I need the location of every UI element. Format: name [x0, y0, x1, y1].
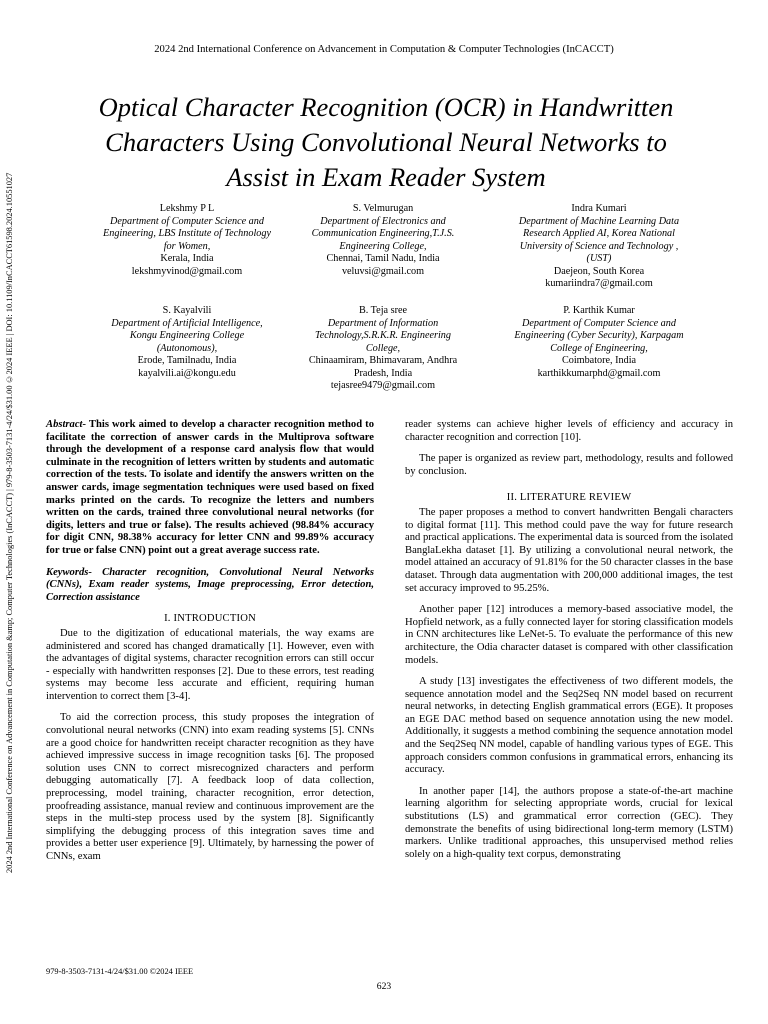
body-paragraph: reader systems can achieve higher levels of efficiency and accuracy in character recognition and correction [10].	[405, 419, 733, 443]
side-citation-strip: 2024 2nd International Conference on Advancement in Computation &amp; Computer Technologies (InCACCT) | 979-8-3503-7131-4/24/$31.00 ©2024 IEEE | DOI: 10.1109/InCACCT61598.2024.10551027	[5, 172, 14, 874]
author-email: karthikkumarphd@gmail.com	[537, 367, 661, 379]
paper-title	[30, 90, 742, 195]
keywords-text: Character recognition, Convolutional Neural Networks (CNNs), Exam reader systems, Image preprocessing, Error detection, Correction assistance	[46, 566, 374, 603]
title-line: Characters Using Convolutional Neural Networks to	[105, 127, 667, 157]
author-block	[82, 203, 292, 278]
author-affiliation: Department of Information	[327, 317, 439, 329]
author-block	[82, 305, 292, 380]
right-column	[405, 419, 733, 861]
author-affiliation: for Women,	[163, 240, 211, 252]
author-affiliation: (Autonomous),	[156, 342, 218, 354]
abstract	[46, 419, 374, 558]
body-paragraph: To aid the correction process, this study proposes the integration of convolutional neural networks (CNN) into exam reading systems [5]. CNNs are a good choice for handwritten receipt character recognition as they have achieved impressive success in image recognition tasks [6]. The proposed solution uses CNN to correct misrecognized characters and perform debugging automatically [7]. A feedback loop of data collection, preprocessing, model training, character recognition, error detection, proofreading assistance, manual review and continuous improvement are the steps in the multi-step process used by the system [8]. Significantly simplifying the debugging process of this integration saves time and provides a better user experience [9]. Ultimately, by harnessing the power of CNNs, exam	[46, 712, 374, 862]
section-heading-introduction: I. INTRODUCTION	[164, 613, 256, 625]
author-affiliation: College,	[365, 342, 401, 354]
author-affiliation: Research Applied AI, Korea National	[523, 228, 675, 239]
body-paragraph: Due to the digitization of educational materials, the way exams are administered and scored has changed dramatically [1]. However, even with the advantages of digital systems, character recognition errors can still occur - especially with handwritten responses [2]. Due to these errors, test reading systems may become less accurate and efficient, requiring human intervention to correct them [3-4].	[46, 627, 374, 702]
author-affiliation: Communication Engineering,T.J.S.	[311, 228, 455, 239]
author-location: Chinaamiram, Bhimavaram, Andhra	[308, 355, 458, 366]
body-paragraph: A study [13] investigates the effectiveness of two different models, the sequence annotation model and the Seq2Seq NN model based on recurrent neural networks, in detecting English grammatical errors (EGE). It proposes an EGE DAC method based on sequence annotation using the new model. Additionally, it suggests a method combining the sequence annotation model and the Seq2Seq NN model, capable of handling various types of EGE. This approach considers common confusions in grammatical errors, enhancing its accuracy.	[405, 676, 733, 776]
author-name: P. Karthik Kumar	[563, 305, 635, 316]
author-affiliation: Engineering College,	[339, 240, 427, 252]
conference-header: 2024 2nd International Conference on Advancement in Computation & Computer Technologies (InCACCT)	[154, 44, 614, 55]
author-email: lekshmyvinod@gmail.com	[131, 265, 243, 277]
author-affiliation: University of Science and Technology ,	[519, 240, 679, 252]
author-block	[278, 305, 488, 393]
footer-isbn: 979-8-3503-7131-4/24/$31.00 ©2024 IEEE	[46, 967, 194, 976]
author-affiliation: Engineering, LBS Institute of Technology	[103, 228, 271, 239]
title-line: Assist in Exam Reader System	[226, 162, 546, 192]
author-name: Indra Kumari	[571, 203, 627, 214]
author-location: Erode, Tamilnadu, India	[137, 355, 237, 366]
author-location: Chennai, Tamil Nadu, India	[326, 253, 440, 264]
left-column	[46, 419, 374, 864]
author-name: S. Velmurugan	[352, 203, 414, 214]
author-block	[278, 203, 488, 278]
section-heading-literature-review: II. LITERATURE REVIEW	[506, 492, 632, 504]
author-email: veluvsi@gmail.com	[341, 265, 425, 277]
keywords	[46, 567, 374, 605]
author-affiliation: Department of Computer Science and	[110, 215, 264, 227]
author-affiliation: Department of Artificial Intelligence,	[111, 317, 263, 329]
body-paragraph: The paper is organized as review part, methodology, results and followed by conclusion.	[405, 453, 733, 477]
author-location: Pradesh, India	[353, 367, 413, 379]
keywords-label: Keywords-	[46, 566, 92, 578]
author-name: B. Teja sree	[358, 305, 408, 316]
author-affiliation: College of Engineering,	[550, 342, 648, 354]
author-affiliation: Department of Machine Learning Data	[518, 215, 680, 227]
page-number: 623	[376, 981, 392, 992]
author-affiliation: Department of Computer Science and	[522, 317, 676, 329]
title-line: Optical Character Recognition (OCR) in Handwritten	[98, 92, 674, 122]
author-location: Coimbatore, India	[561, 355, 637, 366]
author-location: Daejeon, South Korea	[553, 265, 645, 277]
author-block	[494, 203, 704, 291]
author-affiliation: Technology,S.R.K.R. Engineering	[314, 330, 451, 341]
author-name: Lekshmy P L	[159, 203, 215, 214]
author-affiliation: (UST)	[586, 253, 612, 264]
author-email: kumariindra7@gmail.com	[545, 278, 653, 289]
author-affiliation: Department of Electronics and	[320, 215, 446, 227]
abstract-label: Abstract-	[46, 419, 87, 430]
author-name: S. Kayalvili	[162, 305, 212, 316]
author-email: kayalvili.ai@kongu.edu	[138, 367, 236, 379]
body-paragraph: In another paper [14], the authors propose a state-of-the-art machine learning algorithm for selecting appropriate words, crucial for lexical substitutions (LS) and grammatical error correction (GEC). They demonstrate the benefits of using bidirectional long-term memory (LSTM) markers. Unlike traditional approaches, this unsupervised method relies solely on a high-quality text corpus, demonstrating	[405, 785, 733, 860]
author-affiliation: Engineering (Cyber Security), Karpagam	[514, 330, 684, 341]
author-email: tejasree9479@gmail.com	[330, 380, 436, 391]
author-affiliation: Kongu Engineering College	[129, 330, 245, 341]
abstract-text: This work aimed to develop a character recognition method to facilitate the correction of answer cards in the Multiprova software through the development of a response card analysis flow that would culminate in the recognition of letters written by students and automatic correction of the tests. To isolate and identify the answers written on the answer cards, image segmentation techniques were used based on fixed marks printed on the cards. To recognize the letters and numbers written on the cards, trained three convolutional neural networks (for digits, letters and true or false). The results achieved (98.84% accuracy for digit CNN, 98.38% accuracy for letter CNN and 99.89% accuracy for true or false CNN) point out a great average success rate.	[46, 419, 374, 556]
author-block	[494, 305, 704, 380]
author-location: Kerala, India	[160, 253, 214, 264]
body-paragraph: Another paper [12] introduces a memory-based associative model, the Hopfield network, as a fully connected layer for storing classification models in CNN architectures like LeNet-5. To evaluate the performance of this new architecture, the Odia character dataset is compared with other classification models.	[405, 604, 733, 666]
body-paragraph: The paper proposes a method to convert handwritten Bengali characters to digital format [11]. This method could pave the way for future research and practical applications. The experimental data is sourced from the isolated BanglaLekha dataset [1]. By utilizing a convolutional neural network, the model attained an accuracy of 91.81% for the 50 character classes in the base dataset. Through data augmentation with 200,000 additional images, the test set accuracy improved to 95.25%.	[405, 506, 733, 594]
